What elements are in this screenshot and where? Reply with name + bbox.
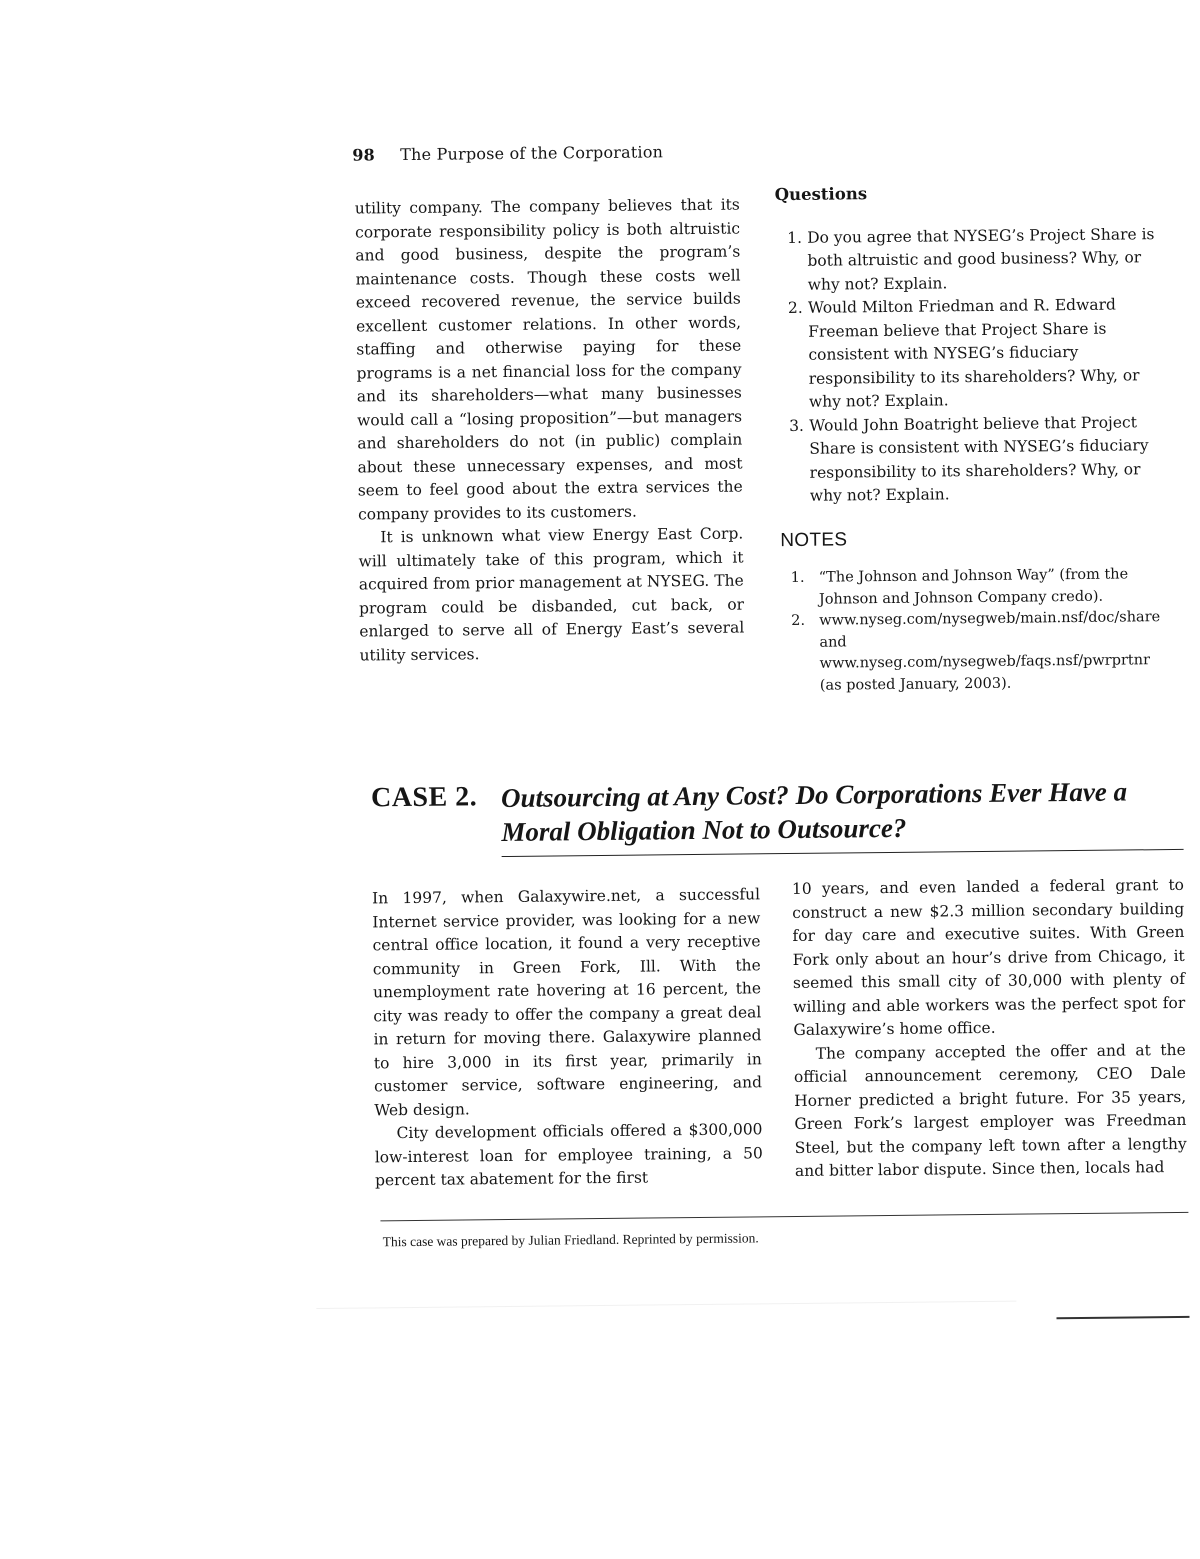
note-text: www.nyseg.com/nysegweb/main.nsf/doc/share and www.nyseg.com/nysegweb/faqs.nsf/pwrprtnr (as posted January, 2003). xyxy=(819,609,1161,694)
body-paragraph: In 1997, when Galaxywire.net, a successful Internet service provider, was looking for a new central office location, it found a very receptive community in Green Fork, Ill. With the unemployment rate hovering at 16 percent, the city was ready to offer the company a great deal in return for moving there. Galaxywire planned to hire 3,000 in its first year, primarily in customer service, software engineering, and Web design. xyxy=(371,885,763,1119)
note-item xyxy=(779,564,1171,611)
body-paragraph: 10 years, and even landed a federal grant to construct a new $2.3 million secondary building for day care and executive suites. With Green Fork only about an hour’s drive from Chicago, it seemed this small city of 30,000 with plenty of willing and able workers was the perfect spot for Galaxywire’s home office. xyxy=(791,875,1186,1039)
left-column-bottom xyxy=(372,883,763,1193)
scan-artifact-line xyxy=(316,1301,1016,1309)
questions-list xyxy=(775,223,1170,509)
question-number: 3. xyxy=(789,416,805,435)
question-text: Would John Boatright believe that Project Share is consistent with NYSEG’s fiduciary responsibility to its shareholders? Why, or why not? Explain. xyxy=(809,412,1149,505)
notes-heading: NOTES xyxy=(780,528,848,551)
case-label: CASE 2. xyxy=(370,781,478,814)
questions-heading: Questions xyxy=(774,184,868,205)
left-column-top xyxy=(355,194,745,668)
question-number: 2. xyxy=(787,298,803,318)
question-number: 1. xyxy=(787,228,803,247)
question-item xyxy=(776,293,1169,415)
note-text: “The Johnson and Johnson Way” (from the Johnson and Johnson Company credo). xyxy=(818,566,1129,608)
case-title-rule xyxy=(502,849,1184,857)
right-column-bottom xyxy=(792,874,1187,1184)
body-paragraph: The company accepted the offer and at the official announcement ceremony, CEO Dale Horner predicted a bright future. For 35 years, Green Fork’s largest employer was Freedman Steel, but the company left town after a lengthy and bitter labor dispute. Since then, locals had xyxy=(793,1040,1187,1180)
note-number: 2. xyxy=(791,612,806,629)
page-number: 98 xyxy=(352,145,376,165)
footnote-rule xyxy=(380,1212,1188,1221)
running-header xyxy=(352,142,663,164)
running-title: The Purpose of the Corporation xyxy=(400,142,664,165)
notes-list xyxy=(779,564,1172,697)
note-item xyxy=(779,607,1172,697)
case-heading-block xyxy=(370,774,1183,848)
body-paragraph: utility company. The company believes that its corporate responsibility policy is both altruistic and good business, despite the program’s maintenance costs. Though these costs well exceed recovered revenue, the service builds excellent customer relations. In other words, staffing and otherwise paying for these programs is a net financial loss for the company and its shareholders—what many businesses would call a “losing proposition”—but managers and shareholders do not (in public) complain about these unnecessary expenses, and most seem to feel good about the extra services the company provides to its customers. xyxy=(354,195,743,524)
case-credit-footnote: This case was prepared by Julian Friedland. Reprinted by permission. xyxy=(382,1230,759,1250)
body-paragraph: It is unknown what view Energy East Corp. will ultimately take of this program, which it acquired from prior management at NYSEG. The program could be disbanded, cut back, or enlarged to serve all of Energy East’s several utility services. xyxy=(358,524,745,665)
case-title: Outsourcing at Any Cost? Do Corporations Ever Have a Moral Obligation Not to Outsource? xyxy=(500,776,1128,848)
question-item xyxy=(775,223,1168,298)
note-number: 1. xyxy=(790,569,805,586)
body-paragraph: City development officials offered a $300,000 low-interest loan for employee training, a 50 percent tax abatement for the first xyxy=(374,1120,763,1190)
right-column-top xyxy=(775,179,1172,697)
scan-edge-mark xyxy=(1056,1316,1189,1319)
question-text: Do you agree that NYSEG’s Project Share is both altruistic and good business? Why, or why not? Explain. xyxy=(807,224,1155,294)
question-text: Would Milton Friedman and R. Edward Freeman believe that Project Share is consistent with NYSEG’s fiduciary responsibility to its shareholders? Why, or why not? Explain. xyxy=(807,295,1140,411)
question-item xyxy=(777,411,1170,509)
